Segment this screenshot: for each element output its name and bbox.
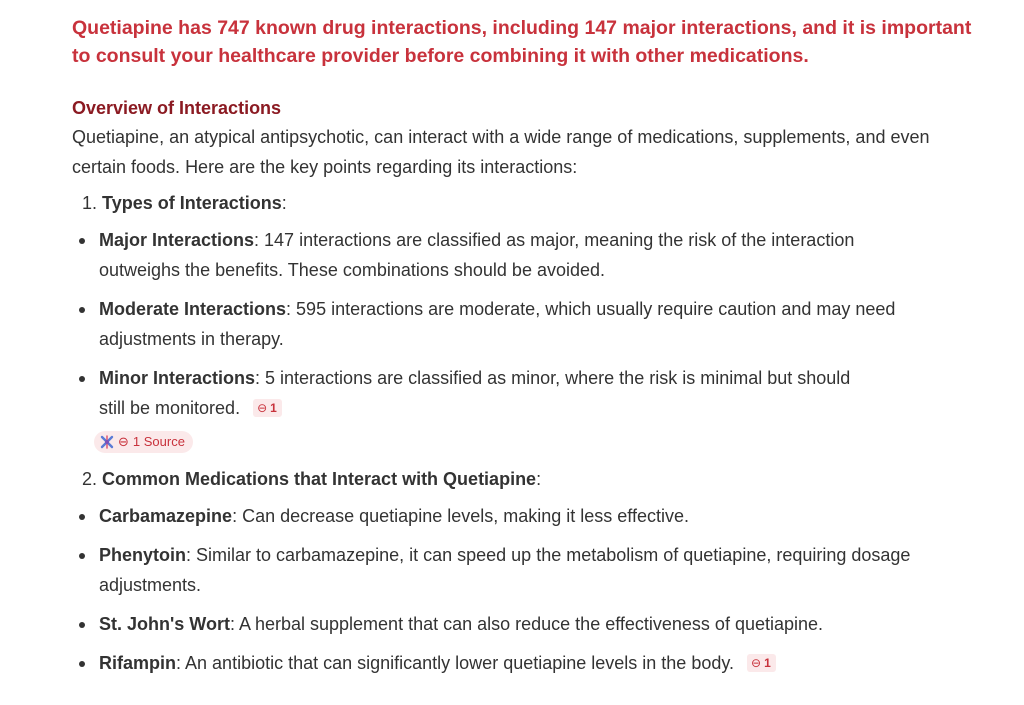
list-item bbox=[72, 225, 879, 285]
list-item-term: Major Interactions bbox=[99, 230, 255, 250]
link-chain-icon: ⊖ bbox=[751, 656, 762, 670]
list-item bbox=[72, 363, 879, 423]
section-types-of-interactions: 1. Types of Interactions: bbox=[82, 193, 287, 213]
link-chain-icon: ⊖ bbox=[118, 434, 129, 449]
list-item bbox=[72, 609, 919, 639]
section-number: 1. bbox=[82, 193, 98, 213]
overview-title: Overview of Interactions bbox=[72, 98, 282, 118]
citation-badge[interactable]: ⊖ 1 bbox=[747, 654, 776, 672]
list-item bbox=[72, 501, 919, 531]
link-chain-icon: ⊖ bbox=[257, 401, 268, 415]
list-item-term: Carbamazepine bbox=[99, 506, 233, 526]
section-title: Types of Interactions bbox=[102, 193, 282, 213]
list-item bbox=[72, 540, 919, 600]
list-item-text: : 5 interactions are classified as minor, where the risk is minimal but should still be monitored. bbox=[99, 368, 851, 418]
sources-button[interactable] bbox=[94, 431, 193, 453]
section-number: 2. bbox=[82, 469, 98, 489]
list-item-text: : An antibiotic that can significantly lower quetiapine levels in the body. bbox=[176, 653, 735, 673]
answer-headline: Quetiapine has 747 known drug interactions, including 147 major interactions, and it is important to consult your healthcare provider before combining it with other medications. bbox=[72, 17, 972, 67]
answer-content bbox=[72, 14, 972, 678]
sources-label: 1 Source bbox=[132, 434, 185, 449]
list-item bbox=[72, 648, 919, 678]
list-item-text: : 595 interactions are moderate, which usually require caution and may need adjustments in therapy. bbox=[99, 299, 896, 349]
section-common-medications: 2. Common Medications that Interact with Quetiapine: bbox=[82, 469, 542, 489]
list-item-text: : A herbal supplement that can also reduce the effectiveness of quetiapine. bbox=[229, 614, 824, 634]
list-item-term: St. John's Wort bbox=[99, 614, 230, 634]
list-item bbox=[72, 294, 919, 354]
citation-badge[interactable]: ⊖ 1 bbox=[253, 399, 282, 417]
list-item-term: Minor Interactions bbox=[99, 368, 256, 388]
interaction-types-list bbox=[72, 225, 972, 423]
list-item-term: Rifampin bbox=[99, 653, 177, 673]
overview-intro: Quetiapine, an atypical antipsychotic, can interact with a wide range of medications, supplements, and even certain foods. Here are the key points regarding its interactions: bbox=[72, 127, 930, 177]
list-item-text: : Can decrease quetiapine levels, making it less effective. bbox=[232, 506, 689, 526]
list-item-term: Moderate Interactions bbox=[99, 299, 287, 319]
list-item-text: : 147 interactions are classified as major, meaning the risk of the interaction outweighs the benefits. These combinations should be avoided. bbox=[99, 230, 855, 280]
source-favicon-icon bbox=[100, 435, 114, 449]
list-item-text: : Similar to carbamazepine, it can speed up the metabolism of quetiapine, requiring dosage adjustments. bbox=[99, 545, 911, 595]
list-item-term: Phenytoin bbox=[99, 545, 187, 565]
section-title: Common Medications that Interact with Quetiapine bbox=[102, 469, 537, 489]
common-medications-list bbox=[72, 501, 972, 678]
